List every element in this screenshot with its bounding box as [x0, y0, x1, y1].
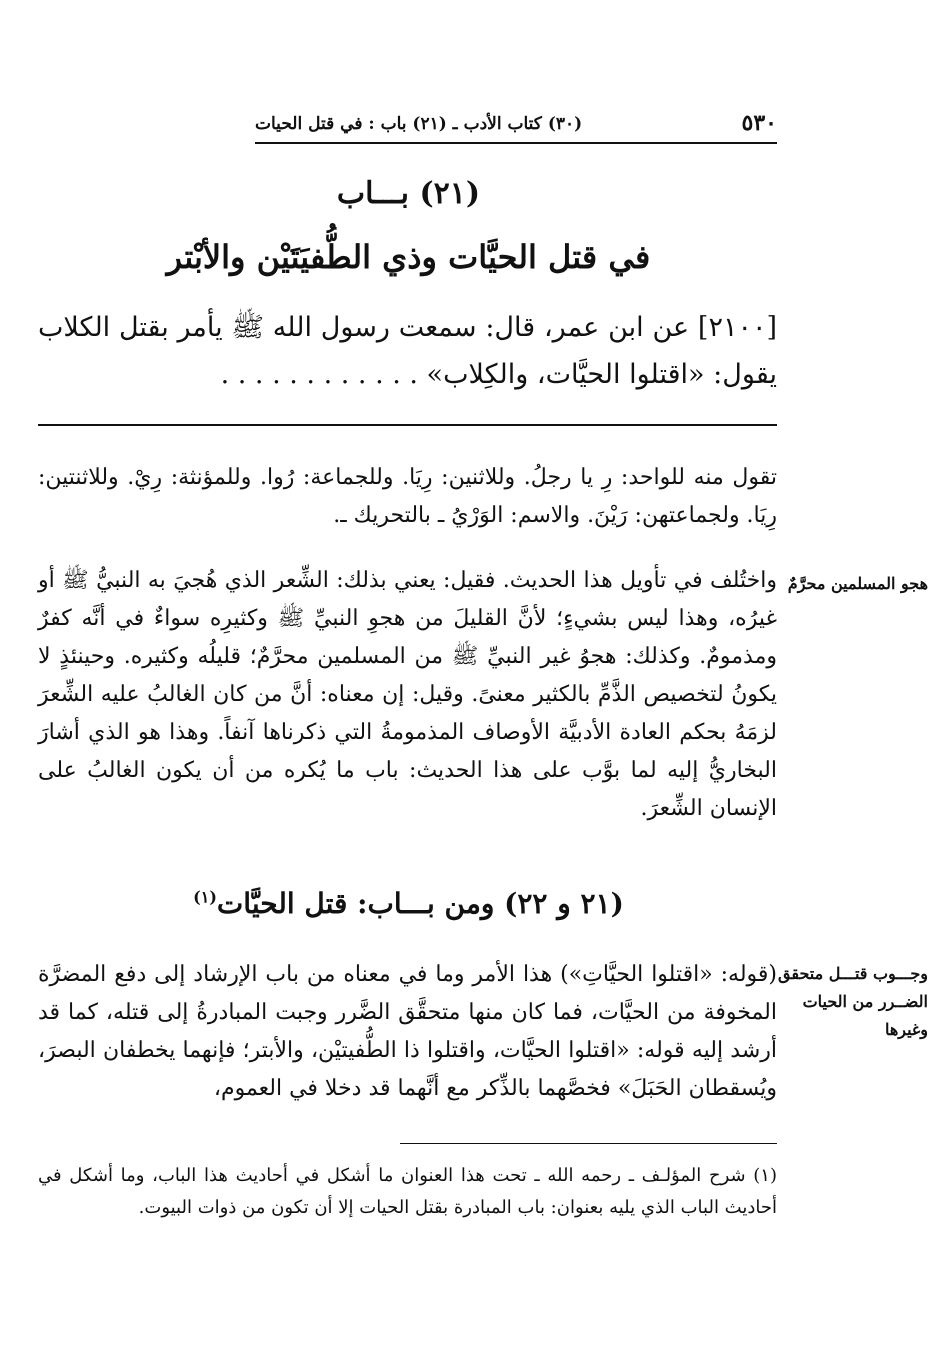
commentary-block-1: [38, 459, 777, 535]
commentary-block-2: [38, 562, 777, 828]
commentary-paragraph-2: واختُلف في تأويل هذا الحديث. فقيل: يعني بذلك: الشِّعر الذي هُجيَ به النبيُّ ﷺ أو غيرُه، وهذا ليس بشيءٍ؛ لأنَّ القليلَ من هجوِ النبيِّ ﷺ وكثيرِه سواءٌ في أنَّه كفرٌ ومذمومٌ. وكذلك: هجوُ غير النبيِّ ﷺ من المسلمين محرَّمٌ؛ قليلُه وكثيره. وحينئذٍ لا يكونُ لتخصيص الذَّمِّ بالكثير معنىً. وقيل: إن معناه: أنَّ من كان الغالبُ عليه الشِّعرَ لزمَهُ بحكم العادة الأدبيَّة الأوصاف المذمومةُ التي ذكرناها آنفاً. وهذا هو الذي أشارَ البخاريُّ إليه لما بوَّب على هذا الحديث: باب ما يُكره من أن يكون الغالبُ على الإنسان الشِّعرَ.: [38, 568, 777, 821]
section-title-2: [40, 887, 777, 920]
separator-rule: [38, 424, 777, 426]
running-head: (٣٠) كتاب الأدب ـ (٢١) باب : في قتل الحيات: [255, 114, 583, 134]
chapter-number: (٢١) بـــاب: [336, 176, 481, 211]
commentary-paragraph-1: تقول منه للواحد: رِ يا رجلُ. وللاثنين: رِيَا. وللجماعة: رُوا. وللمؤنثة: رِيْ. وللاثنتين: رِيَا. ولجماعتهن: رَيْنَ. والاسم: الوَرْيُ ـ بالتحريك ـ.: [38, 465, 777, 528]
footnote-rule: [400, 1143, 777, 1144]
chapter-title: في قتل الحيَّات وذي الطُّفيَتَيْن والأبْتر: [166, 238, 651, 276]
commentary-block-3: [38, 956, 777, 1108]
footnote-text: (١) شرح المؤلـف ـ رحمه الله ـ تحت هذا العنوان ما أشكل في أحاديث هذا الباب، وما أشكل في أحاديث الباب الذي يليه بعنوان: باب المبادرة بقتل الحيات إلا أن تكون من ذوات البيوت.: [38, 1165, 777, 1218]
footnote: [38, 1160, 777, 1224]
margin-note-1: هجو المسلمين محرَّمٌ: [787, 574, 928, 593]
margin-note-2: وجـــوب قتـــل متحقق الضــرر من الحيات وغيرها: [778, 964, 928, 1039]
page-header: [255, 108, 777, 144]
hadith-text: [38, 304, 777, 398]
commentary-paragraph-3: (قوله: «اقتلوا الحيَّاتِ») هذا الأمر وما في معناه من باب الإرشاد إلى دفع المضرَّة المخوفة من الحيَّات، فما كان منها متحقَّق الضَّرر وجبت المبادرةُ إلى قتله، كما قد أرشد إليه قوله: «اقتلوا الحيَّات، واقتلوا ذا الطُّفيتيْن، والأبتر؛ فإنهما يخطفان البصرَ، ويُسقطان الحَبَلَ» فخصَّهما بالذِّكر مع أنَّهما قد دخلا في العموم،: [38, 962, 777, 1101]
hadith-paragraph: [٢١٠٠] عن ابن عمر، قال: سمعت رسول الله ﷺ يأمر بقتل الكلاب يقول: «اقتلوا الحيَّات، والكِلاب» . . . . . . . . . . . .: [38, 312, 777, 390]
footnote-reference: (١): [193, 887, 217, 907]
section-title-text: (٢١ و ٢٢) ومن بـــاب: قتل الحيَّات: [216, 887, 624, 920]
page-number: ٥٣٠: [741, 110, 777, 136]
